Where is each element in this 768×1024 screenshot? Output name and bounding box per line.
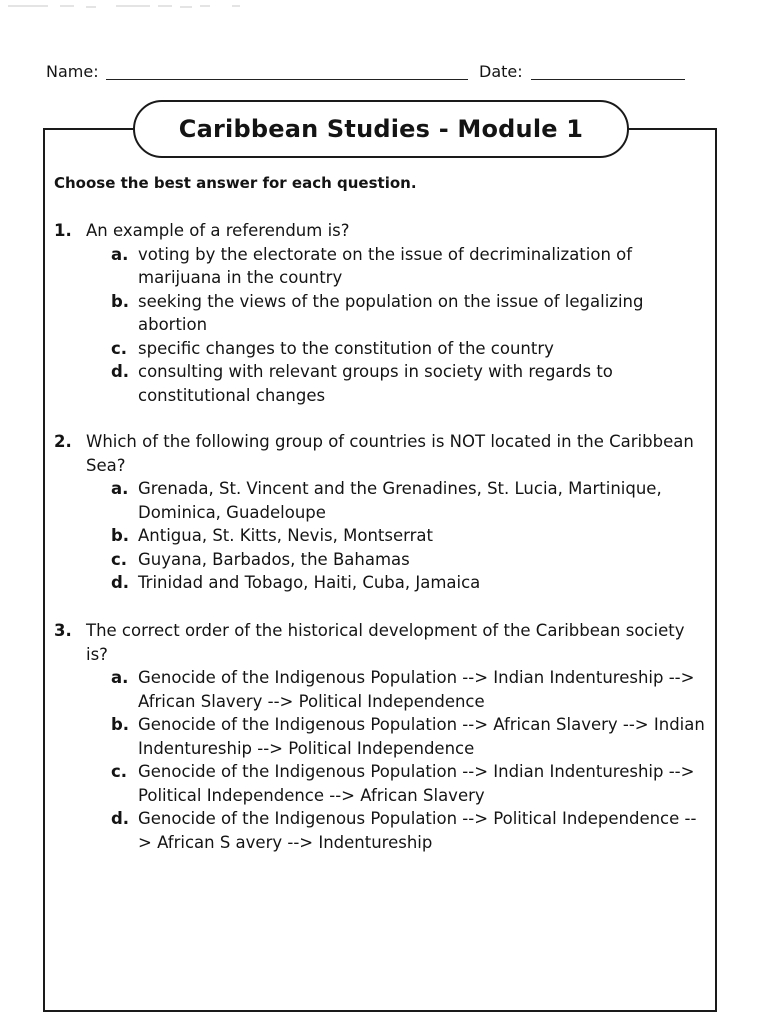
option-letter: c.	[111, 762, 128, 781]
question-1	[54, 219, 710, 407]
question-2	[54, 430, 710, 595]
border-top-left-segment	[43, 128, 135, 130]
option-letter: d.	[111, 362, 130, 381]
date-label: Date:	[479, 62, 523, 81]
scan-artifacts	[0, 0, 768, 14]
answer-option-d[interactable]	[54, 807, 710, 854]
question-number: 3.	[54, 621, 72, 640]
option-text: Trinidad and Tobago, Haiti, Cuba, Jamaica	[138, 573, 481, 592]
option-text: Antigua, St. Kitts, Nevis, Montserrat	[138, 526, 433, 545]
page-title: Caribbean Studies - Module 1	[178, 115, 584, 143]
question-text: The correct order of the historical development of the Caribbean society is?	[86, 621, 685, 664]
instructions: Choose the best answer for each question.	[54, 174, 417, 192]
question-number: 1.	[54, 221, 72, 240]
name-field-line[interactable]	[106, 79, 468, 80]
option-letter: b.	[111, 715, 130, 734]
option-text: Grenada, St. Vincent and the Grenadines, St. Lucia, Martinique, Dominica, Guadeloupe	[138, 479, 662, 522]
answer-option-b[interactable]	[54, 524, 710, 548]
answer-option-a[interactable]	[54, 243, 710, 290]
date-field-line[interactable]	[531, 79, 685, 80]
question-text: An example of a referendum is?	[86, 221, 350, 240]
option-text: Genocide of the Indigenous Population --> Indian Indentureship --> African Slavery --> Political Independence	[138, 668, 695, 711]
option-letter: d.	[111, 573, 130, 592]
option-letter: c.	[111, 549, 128, 569]
question-3	[54, 619, 710, 854]
answer-options	[54, 477, 710, 595]
border-top-right-segment	[627, 128, 717, 130]
answer-option-c[interactable]	[54, 760, 710, 807]
option-text: Guyana, Barbados, the Bahamas	[138, 549, 410, 569]
option-text: seeking the views of the population on the issue of legalizing abortion	[138, 291, 644, 334]
title-banner	[133, 100, 629, 158]
answer-option-c[interactable]	[54, 337, 710, 361]
option-text: Genocide of the Indigenous Population --> Indian Indentureship --> Political Independence --> African Slavery	[138, 762, 695, 805]
option-letter: d.	[111, 809, 130, 828]
question-text: Which of the following group of countries is NOT located in the Caribbean Sea?	[86, 432, 694, 475]
option-letter: b.	[111, 526, 130, 545]
name-date-row	[46, 62, 686, 86]
option-letter: b.	[111, 291, 130, 311]
option-letter: a.	[111, 479, 129, 498]
answer-option-d[interactable]	[54, 571, 710, 595]
answer-option-b[interactable]	[54, 713, 710, 760]
option-text: Genocide of the Indigenous Population --> Political Independence --> African S avery --> Indentureship	[138, 809, 697, 852]
answer-options	[54, 243, 710, 408]
answer-option-b[interactable]	[54, 290, 710, 337]
option-letter: a.	[111, 668, 129, 687]
option-text: consulting with relevant groups in society with regards to constitutional changes	[138, 362, 613, 405]
option-text: voting by the electorate on the issue of decriminalization of marijuana in the country	[138, 244, 633, 287]
name-label: Name:	[46, 62, 99, 81]
question-number: 2.	[54, 432, 72, 451]
answer-option-c[interactable]	[54, 548, 710, 572]
option-letter: a.	[111, 244, 129, 264]
option-letter: c.	[111, 338, 128, 358]
option-text: specific changes to the constitution of the country	[138, 338, 554, 358]
answer-options	[54, 666, 710, 854]
answer-option-a[interactable]	[54, 666, 710, 713]
answer-option-d[interactable]	[54, 360, 710, 407]
answer-option-a[interactable]	[54, 477, 710, 524]
option-text: Genocide of the Indigenous Population --> African Slavery --> Indian Indentureship --> Political Independence	[138, 715, 705, 758]
